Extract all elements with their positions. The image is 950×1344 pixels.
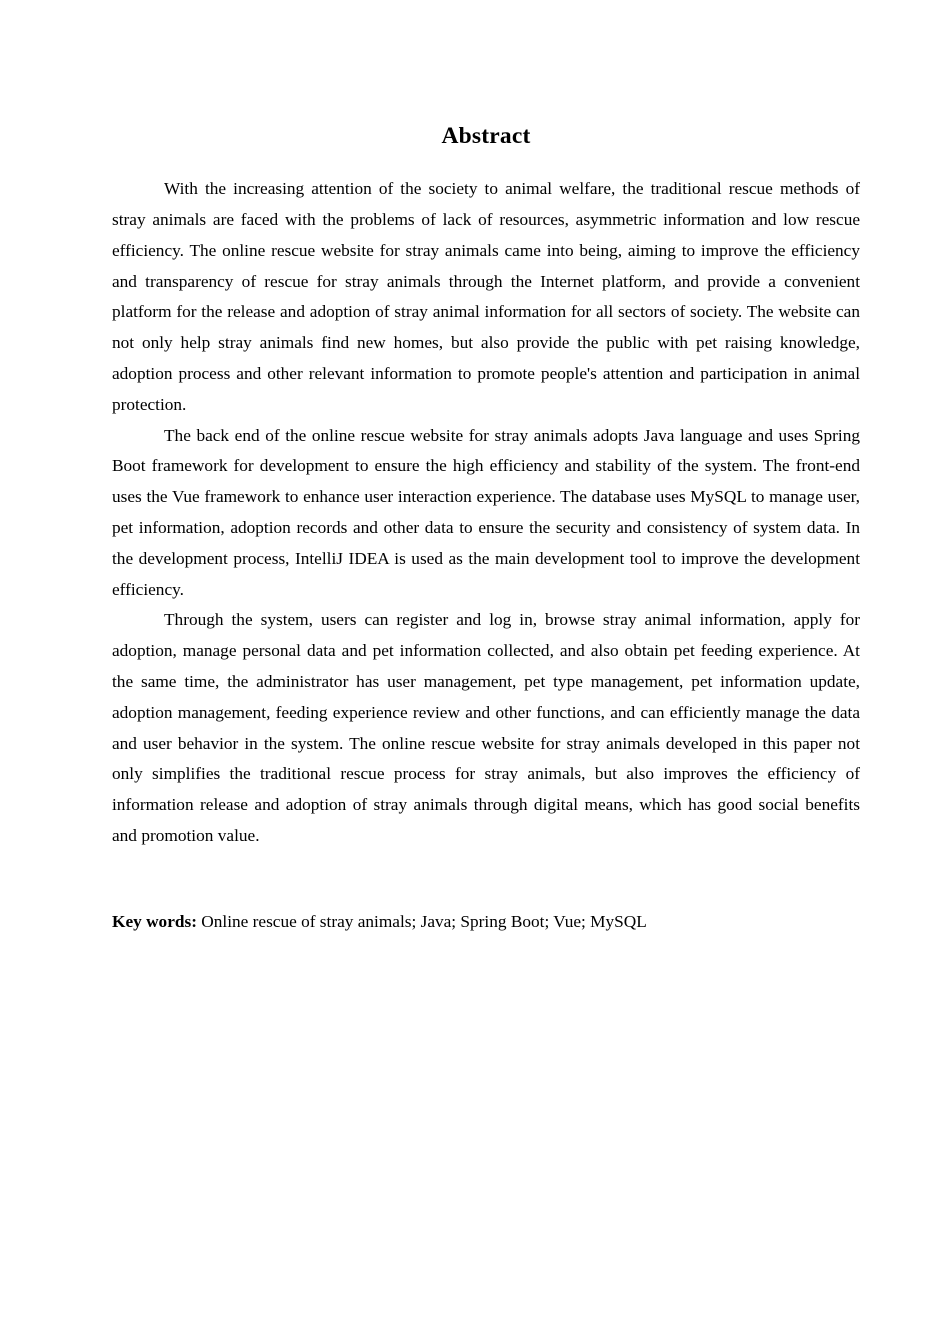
abstract-paragraph-2: The back end of the online rescue website for stray animals adopts Java language and uses Spring Boot framework for development to ensure the high efficiency and stability of the system. The front-end uses the Vue framework to enhance user interaction experience. The database uses MySQL to manage user, pet information, adoption records and other data to ensure the security and consistency of system data. In the development process, IntelliJ IDEA is used as the main development tool to improve the development efficiency.	[112, 425, 860, 599]
keywords-line	[112, 852, 860, 938]
document-body	[112, 0, 860, 938]
keywords-label: Key words:	[112, 911, 197, 931]
keywords-value: Online rescue of stray animals; Java; Spring Boot; Vue; MySQL	[196, 911, 647, 931]
abstract-paragraph-1: With the increasing attention of the society to animal welfare, the traditional rescue methods of stray animals are faced with the problems of lack of resources, asymmetric information and low rescue efficiency. The online rescue website for stray animals came into being, aiming to improve the efficiency and transparency of rescue for stray animals through the Internet platform, and provide a convenient platform for the release and adoption of stray animal information for all sectors of society. The website can not only help stray animals find new homes, but also provide the public with pet raising knowledge, adoption process and other relevant information to promote people's attention and participation in animal protection.	[112, 179, 860, 414]
page-title: Abstract	[441, 123, 531, 149]
abstract-paragraph-3: Through the system, users can register and log in, browse stray animal information, apply for adoption, manage personal data and pet information collected, and also obtain pet feeding experience. At the same time, the administrator has user management, pet type management, pet information update, adoption management, feeding experience review and other functions, and can efficiently manage the data and user behavior in the system. The online rescue website for stray animals developed in this paper not only simplifies the traditional rescue process for stray animals, but also improves the efficiency of information release and adoption of stray animals through digital means, which has good social benefits and promotion value.	[112, 610, 860, 845]
